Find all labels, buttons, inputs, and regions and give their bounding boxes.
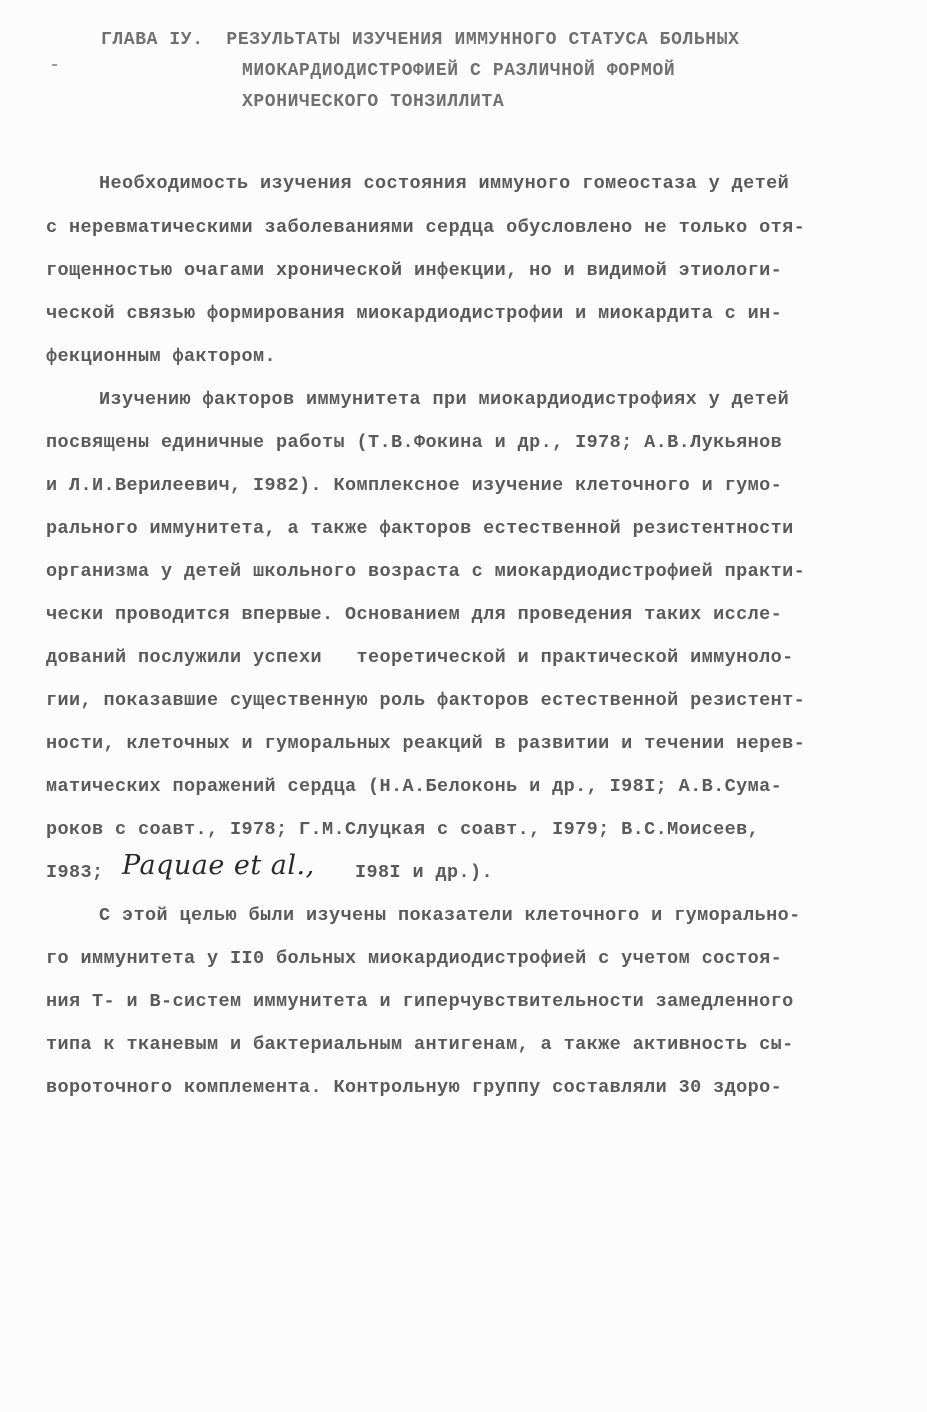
text-line-start: I983; <box>46 862 104 883</box>
text-line: гощенностью очагами хронической инфекции, но и видимой этиологи- <box>46 260 783 281</box>
text-line: ческой связью формирования миокардиодистрофии и миокардита с ин- <box>46 303 783 324</box>
text-line: вороточного комплемента. Контрольную группу составляли 30 здоро- <box>46 1077 783 1098</box>
handwritten-citation: Paquae et al., <box>122 850 315 881</box>
text-line: Изучению факторов иммунитета при миокардиодистрофиях у детей <box>99 389 790 410</box>
text-line: рального иммунитета, а также факторов естественной резистентности <box>46 518 794 539</box>
heading-line: МИОКАРДИОДИСТРОФИЕЙ С РАЗЛИЧНОЙ ФОРМОЙ <box>242 61 676 81</box>
text-line-end: I98I и др.). <box>355 862 494 883</box>
text-line: матических поражений сердца (Н.А.Белоконь и др., I98I; А.В.Сума- <box>46 776 783 797</box>
text-line: организма у детей школьного возраста с миокардиодистрофией практи- <box>46 561 806 582</box>
text-line: посвящены единичные работы (Т.В.Фокина и др., I978; А.В.Лукьянов <box>46 432 783 453</box>
text-line: ности, клеточных и гуморальных реакций в развитии и течении нерев- <box>46 733 806 754</box>
text-line: ния Т- и В-систем иммунитета и гиперчувствительности замедленного <box>46 991 794 1012</box>
text-line: и Л.И.Верилеевич, I982). Комплексное изучение клеточного и гумо- <box>46 475 783 496</box>
text-line: фекционным фактором. <box>46 346 277 367</box>
text-line: чески проводится впервые. Основанием для проведения таких иссле- <box>46 604 783 625</box>
text-line: роков с соавт., I978; Г.М.Слуцкая с соавт., I979; В.С.Моисеев, <box>46 819 760 840</box>
text-line: с неревматическими заболеваниями сердца обусловлено не только отя- <box>46 217 806 238</box>
margin-mark <box>52 64 57 66</box>
text-line: гии, показавшие существенную роль факторов естественной резистент- <box>46 690 806 711</box>
text-line: С этой целью были изучены показатели клеточного и гуморально- <box>99 905 801 926</box>
text-line: типа к тканевым и бактериальным антигенам, а также активность сы- <box>46 1034 794 1055</box>
text-line: го иммунитета у II0 больных миокардиодистрофией с учетом состоя- <box>46 948 783 969</box>
heading-line: ХРОНИЧЕСКОГО ТОНЗИЛЛИТА <box>242 92 505 112</box>
text-line: дований послужили успехи теоретической и практической иммуноло- <box>46 647 794 668</box>
text-line: Необходимость изучения состояния иммуного гомеостаза у детей <box>99 173 790 194</box>
heading-line: ГЛАВА IУ. РЕЗУЛЬТАТЫ ИЗУЧЕНИЯ ИММУННОГО СТАТУСА БОЛЬНЫХ <box>101 30 740 50</box>
